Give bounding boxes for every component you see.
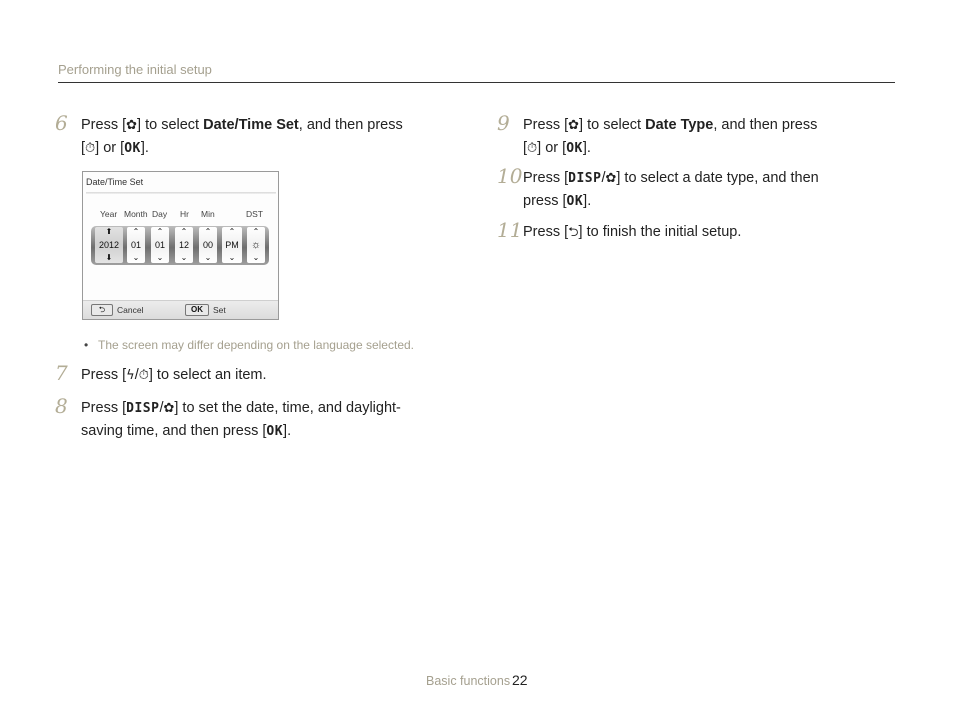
step-text: ] to finish the initial setup. [578,224,742,240]
ok-key-icon: OK [185,304,209,316]
step-text: Press [ [81,367,127,383]
hour-value: 12 [178,240,189,250]
caret-down-icon: ⌄ [132,253,140,262]
step-text: ] or [ [95,140,125,156]
caret-down-icon: ⌄ [228,253,236,262]
page-header-title: Performing the initial setup [58,62,212,77]
macro-icon: ✿ [605,171,617,186]
step-11 [497,218,742,244]
step-number: 8 [55,394,68,418]
step-text: / [134,367,139,383]
dst-cell[interactable] [247,227,265,263]
step-text: / [601,170,606,186]
step-text: ]. [283,423,292,439]
step-number: 6 [55,111,68,135]
year-value: 2012 [98,240,120,250]
caret-up-icon: ⌃ [204,227,212,236]
step-text: / [159,400,164,416]
step-text: ]. [140,140,149,156]
step-8 [55,394,401,443]
menu-name: Date Type [645,117,714,133]
page-number: 22 [512,672,528,688]
disp-key: DISP [126,401,160,416]
step-text: Press [ [523,170,569,186]
step-text: ] to set the date, time, and daylight- [174,400,401,416]
minute-value: 00 [202,240,213,250]
ok-key: OK [124,141,141,156]
column-month: Month [124,209,148,219]
back-icon: ⮌ [568,225,579,240]
disp-key: DISP [568,171,602,186]
screen-title: Date/Time Set [86,177,144,187]
note [84,338,414,352]
caret-up-icon: ⌃ [228,227,236,236]
step-text: , and then press [713,117,818,133]
sun-icon: ☼ [250,239,262,251]
step-text: Press [ [523,224,569,240]
cancel-label: Cancel [117,305,144,315]
month-value: 01 [130,240,141,250]
step-text: saving time, and then press [ [81,423,267,439]
step-10 [497,164,819,213]
footer-section-label: Basic functions [426,674,511,688]
arrow-down-icon: ⬇ [105,253,113,262]
caret-down-icon: ⌄ [252,253,260,262]
caret-up-icon: ⌃ [156,227,164,236]
note-text: The screen may differ depending on the language selected. [98,338,414,352]
caret-down-icon: ⌄ [204,253,212,262]
step-text: ] or [ [537,140,567,156]
step-number: 9 [497,111,510,135]
step-number: 7 [55,361,68,385]
day-cell[interactable] [151,227,169,263]
screen-footer [83,300,278,319]
macro-icon: ✿ [126,118,138,133]
step-number: 10 [497,164,523,188]
step-text: ]. [583,193,592,209]
ampm-value: PM [225,240,239,250]
minute-cell[interactable] [199,227,217,263]
step-7 [55,361,267,387]
step-9 [497,111,818,160]
step-text: Press [ [81,117,127,133]
caret-up-icon: ⌃ [252,227,260,236]
day-value: 01 [154,240,165,250]
caret-down-icon: ⌄ [156,253,164,262]
year-cell[interactable] [95,227,123,263]
step-text: ] to select an item. [148,367,267,383]
flash-icon: ϟ [126,368,135,383]
step-text: ]. [582,140,591,156]
ok-key: OK [266,424,284,439]
timer-icon: ⏱ [138,368,149,383]
step-number: 11 [497,218,523,242]
date-time-screen [82,171,279,320]
caret-down-icon: ⌄ [180,253,188,262]
hour-cell[interactable] [175,227,193,263]
caret-up-icon: ⌃ [132,227,140,236]
step-6 [55,111,403,160]
menu-name: Date/Time Set [203,117,299,133]
macro-icon: ✿ [568,118,580,133]
step-text: Press [ [81,400,127,416]
macro-icon: ✿ [163,401,175,416]
column-hr: Hr [180,209,189,219]
step-text: ] to select a date type, and then [616,170,819,186]
step-text: [ [81,140,86,156]
step-text: ] to select [137,117,204,133]
step-text: ] to select [579,117,646,133]
timer-icon: ⏱ [85,141,96,156]
step-text: [ [523,140,528,156]
bullet-dot: • [84,338,89,352]
column-min: Min [201,209,215,219]
column-year: Year [100,209,118,219]
month-cell[interactable] [127,227,145,263]
column-dst: DST [246,209,263,219]
screen-divider [86,192,276,194]
column-day: Day [152,209,168,219]
arrow-up-icon: ⬆ [105,227,113,236]
back-key-icon: ⮌ [91,304,113,316]
header-divider [58,82,895,83]
ampm-cell[interactable] [222,227,242,263]
step-text: press [ [523,193,567,209]
step-text: , and then press [298,117,403,133]
step-text: Press [ [523,117,569,133]
ok-key: OK [566,141,583,156]
set-label: Set [213,305,226,315]
caret-up-icon: ⌃ [180,227,188,236]
ok-key: OK [566,194,584,209]
timer-icon: ⏱ [527,141,538,156]
